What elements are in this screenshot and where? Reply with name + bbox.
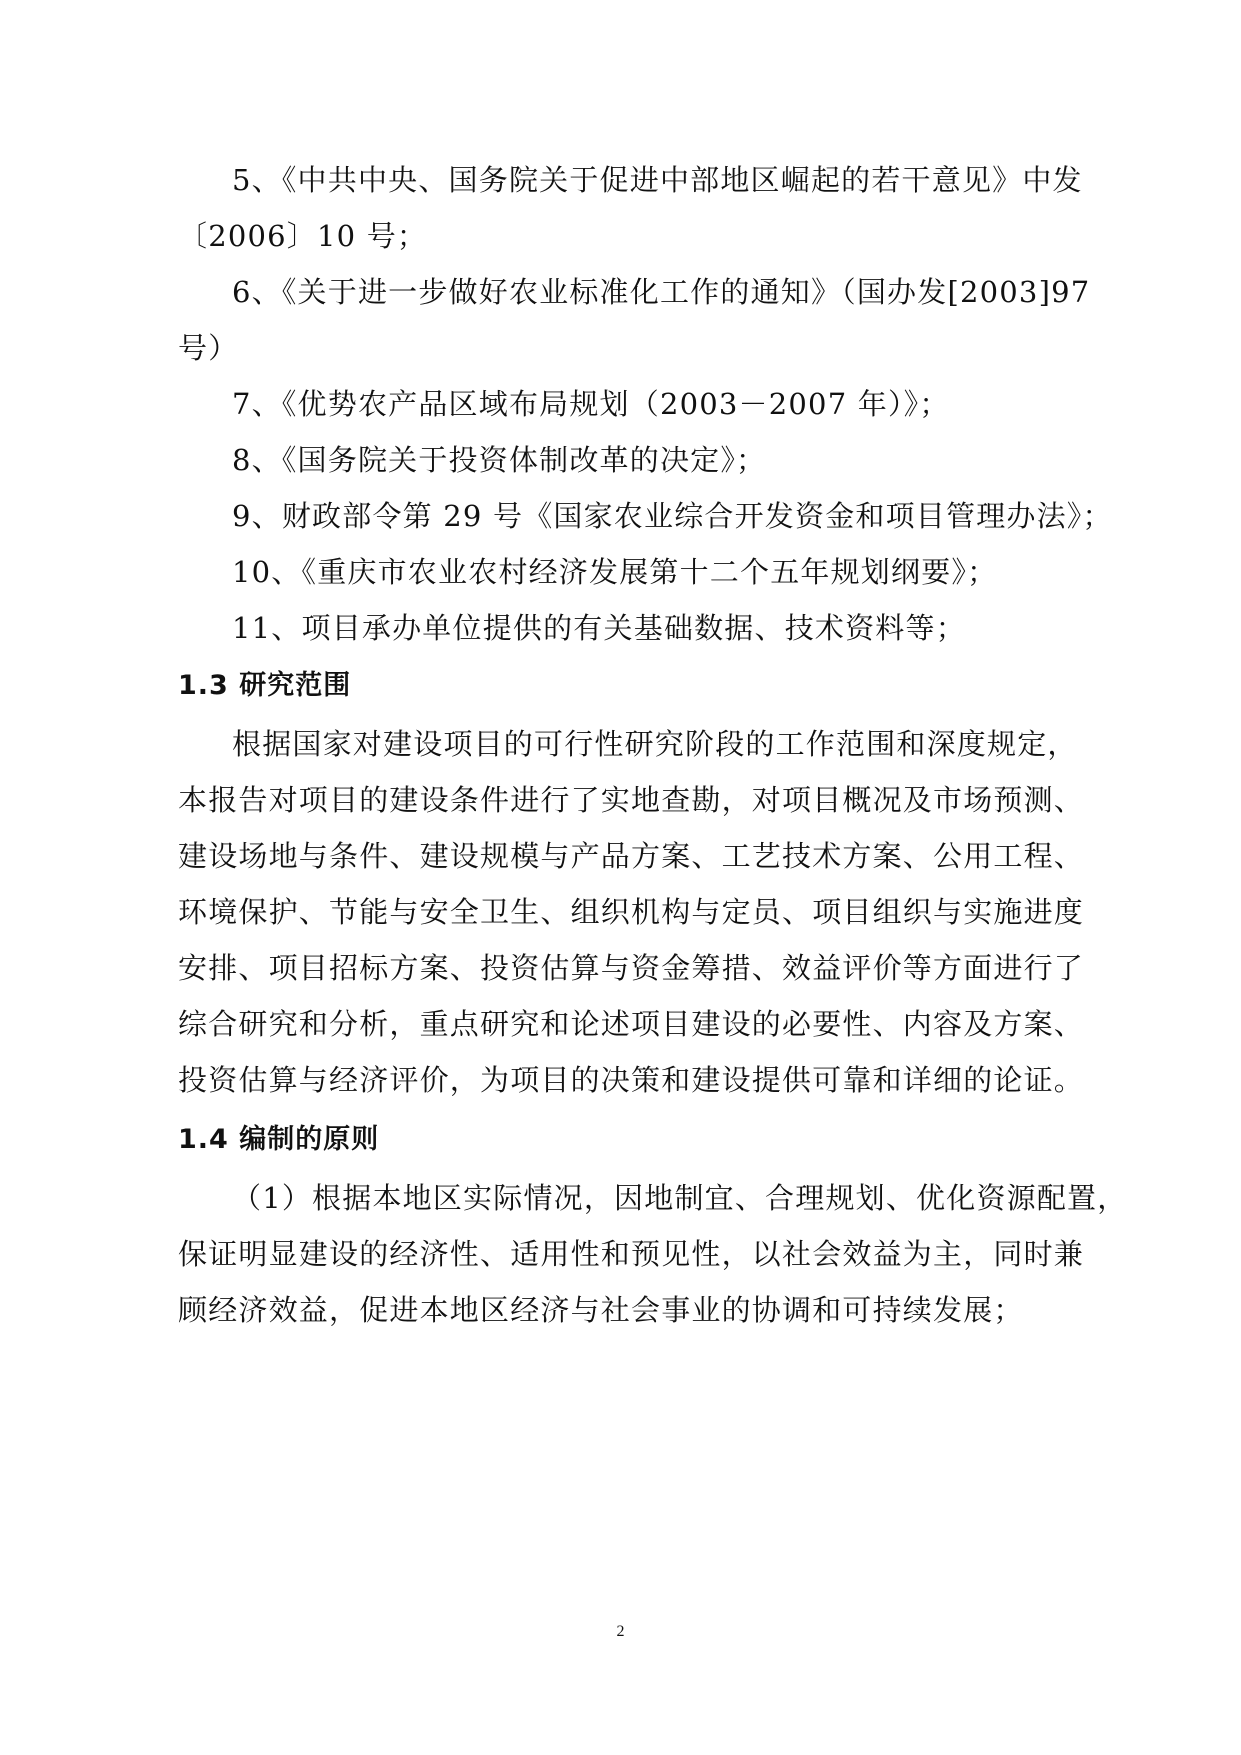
scope-paragraph-line-6: 综合研究和分析，重点研究和论述项目建设的必要性、内容及方案、	[178, 1007, 1085, 1041]
scope-paragraph-line-4: 环境保护、节能与安全卫生、组织机构与定员、项目组织与实施进度	[178, 895, 1085, 929]
principle-paragraph-line-2: 保证明显建设的经济性、适用性和预见性，以社会效益为主，同时兼	[178, 1237, 1085, 1271]
section-heading-1-3: 1.3 研究范围	[178, 670, 352, 701]
reference-item-6-continued: 号）	[178, 331, 239, 365]
page-number: 2	[616, 1623, 625, 1640]
section-heading-1-4: 1.4 编制的原则	[178, 1124, 380, 1155]
scope-paragraph-line-7: 投资估算与经济评价，为项目的决策和建设提供可靠和详细的论证。	[178, 1063, 1085, 1097]
scope-paragraph-line-5: 安排、项目招标方案、投资估算与资金筹措、效益评价等方面进行了	[178, 951, 1085, 985]
scope-paragraph-line-1: 根据国家对建设项目的可行性研究阶段的工作范围和深度规定，	[232, 727, 1078, 761]
principle-paragraph-line-1: （1）根据本地区实际情况，因地制宜、合理规划、优化资源配置，	[232, 1181, 1128, 1215]
scope-paragraph-line-3: 建设场地与条件、建设规模与产品方案、工艺技术方案、公用工程、	[178, 839, 1085, 873]
scope-paragraph-line-2: 本报告对项目的建设条件进行了实地查勘，对项目概况及市场预测、	[178, 783, 1085, 817]
reference-item-11: 11、项目承办单位提供的有关基础数据、技术资料等；	[232, 611, 966, 645]
reference-item-6: 6、《关于进一步做好农业标准化工作的通知》（国办发[2003]97	[232, 275, 1091, 309]
reference-item-10: 10、《重庆市农业农村经济发展第十二个五年规划纲要》；	[232, 555, 998, 589]
reference-item-7: 7、《优势农产品区域布局规划（2003－2007 年）》；	[232, 387, 950, 421]
reference-item-8: 8、《国务院关于投资体制改革的决定》；	[232, 443, 767, 477]
reference-item-9: 9、财政部令第 29 号《国家农业综合开发资金和项目管理办法》；	[232, 499, 1113, 533]
reference-item-5: 5、《中共中央、国务院关于促进中部地区崛起的若干意见》中发	[232, 163, 1083, 197]
principle-paragraph-line-3: 顾经济效益，促进本地区经济与社会事业的协调和可持续发展；	[178, 1293, 1024, 1327]
reference-item-5-continued: 〔2006〕10 号；	[178, 219, 428, 253]
